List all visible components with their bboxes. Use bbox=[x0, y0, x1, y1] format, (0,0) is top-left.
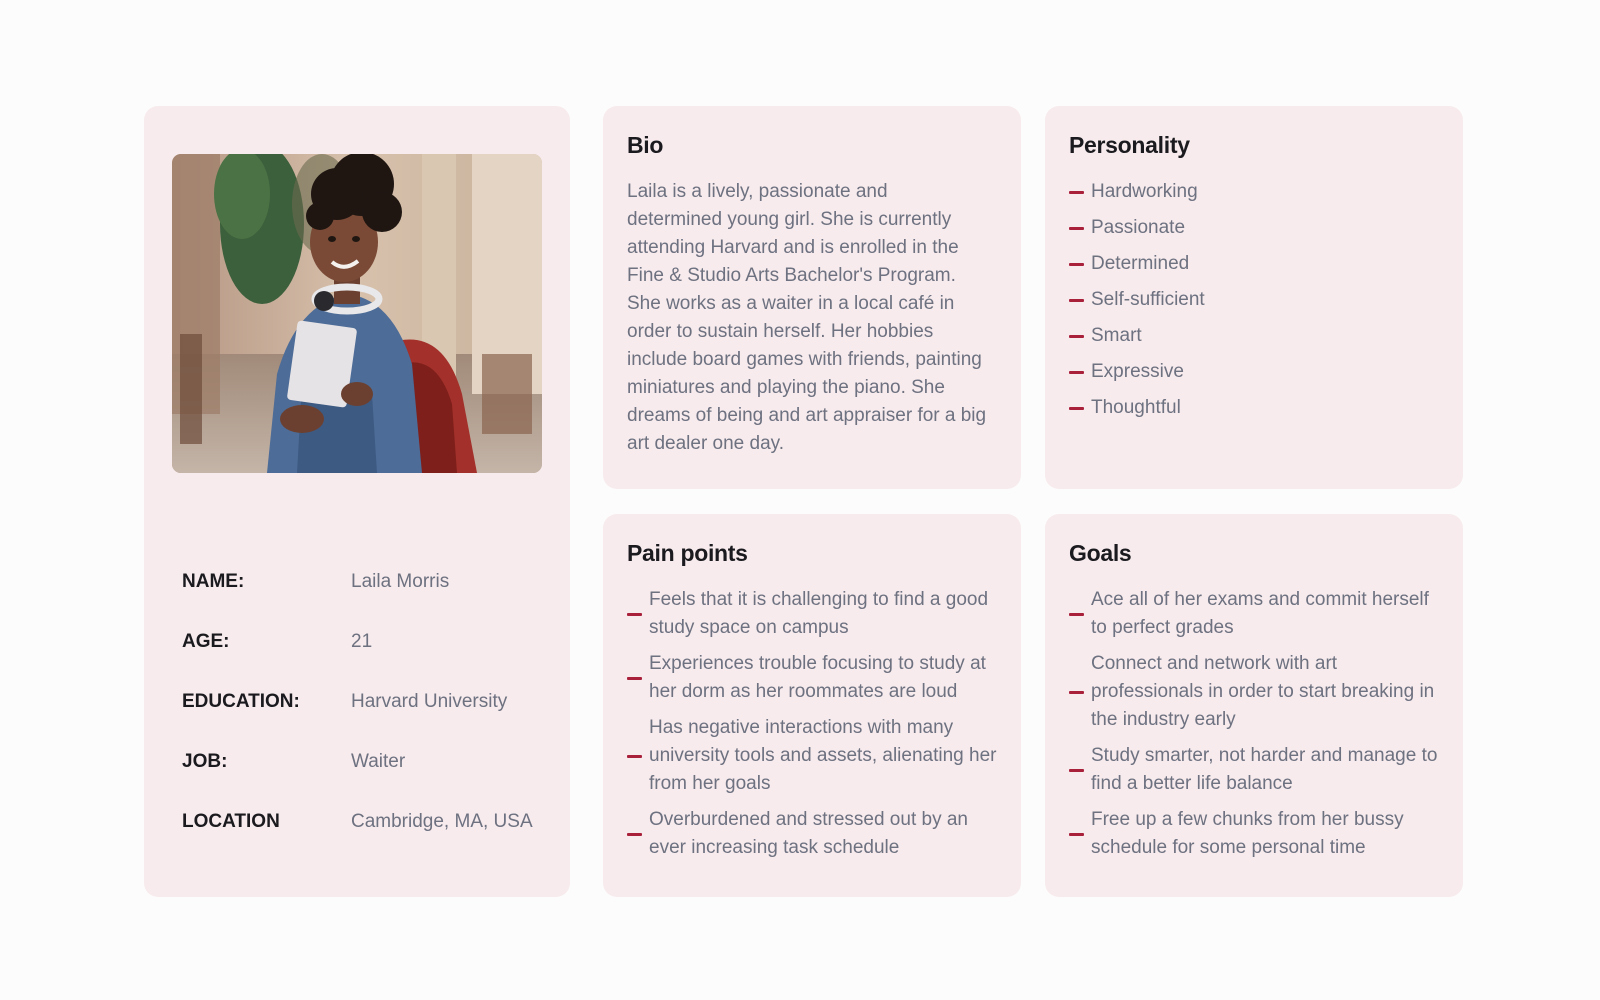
age-value: 21 bbox=[351, 631, 373, 652]
info-row-location bbox=[182, 811, 552, 841]
personality-item bbox=[1069, 286, 1449, 322]
dash-marker bbox=[1069, 299, 1084, 302]
goal-item bbox=[1069, 650, 1449, 734]
name-value: Laila Morris bbox=[351, 571, 450, 592]
pain-point-text: Feels that it is challenging to find a good study space on campus bbox=[649, 589, 989, 638]
dash-marker bbox=[1069, 691, 1084, 694]
bio-card bbox=[603, 106, 1021, 489]
dash-marker bbox=[627, 613, 642, 616]
pain-point-item bbox=[627, 586, 1007, 642]
personality-item bbox=[1069, 214, 1449, 250]
info-row-education bbox=[182, 691, 552, 721]
personality-item-text: Expressive bbox=[1091, 361, 1184, 382]
dash-marker bbox=[1069, 371, 1084, 374]
location-value: Cambridge, MA, USA bbox=[351, 811, 533, 832]
personality-item-text: Smart bbox=[1091, 325, 1142, 346]
personality-item-text: Hardworking bbox=[1091, 181, 1198, 202]
personality-item-text: Thoughtful bbox=[1091, 397, 1181, 418]
personality-item bbox=[1069, 358, 1449, 394]
personality-item-text: Passionate bbox=[1091, 217, 1186, 238]
info-row-name bbox=[182, 571, 552, 601]
pain-points-card bbox=[603, 514, 1021, 897]
personality-item bbox=[1069, 322, 1449, 358]
goal-text: Connect and network with art professionals in order to start breaking in the industry early bbox=[1091, 653, 1435, 730]
job-value: Waiter bbox=[351, 751, 406, 772]
personality-item-text: Determined bbox=[1091, 253, 1190, 274]
personality-item bbox=[1069, 250, 1449, 286]
dash-marker bbox=[1069, 833, 1084, 836]
dash-marker bbox=[1069, 335, 1084, 338]
pain-points-title: Pain points bbox=[627, 540, 748, 566]
pain-point-item bbox=[627, 714, 1007, 798]
dash-marker bbox=[1069, 407, 1084, 410]
education-label: EDUCATION: bbox=[182, 691, 300, 712]
dash-marker bbox=[627, 677, 642, 680]
goals-list bbox=[1069, 586, 1449, 870]
dash-marker bbox=[1069, 191, 1084, 194]
info-row-age bbox=[182, 631, 552, 661]
dash-marker bbox=[1069, 613, 1084, 616]
goal-text: Free up a few chunks from her bussy schedule for some personal time bbox=[1091, 809, 1404, 858]
info-row-job bbox=[182, 751, 552, 781]
pain-point-text: Has negative interactions with many university tools and assets, alienating her from her goals bbox=[649, 717, 997, 794]
goals-title: Goals bbox=[1069, 540, 1132, 566]
location-label: LOCATION bbox=[182, 811, 280, 832]
pain-point-text: Overburdened and stressed out by an ever increasing task schedule bbox=[649, 809, 968, 858]
job-label: JOB: bbox=[182, 751, 228, 772]
bio-title: Bio bbox=[627, 132, 664, 158]
education-value: Harvard University bbox=[351, 691, 508, 712]
personality-card bbox=[1045, 106, 1463, 489]
bio-text: Laila is a lively, passionate and determined young girl. She is currently attending Harvard and is enrolled in the Fine & Studio Arts Bachelor's Program. She works as a waiter in a local café in order to sustain herself. Her hobbies include board games with friends, painting miniatures and playing the piano. She dreams of being and art appraiser for a big art dealer one day. bbox=[627, 181, 987, 454]
personality-item bbox=[1069, 394, 1449, 430]
personality-title: Personality bbox=[1069, 132, 1190, 158]
dash-marker bbox=[1069, 263, 1084, 266]
personality-item-text: Self-sufficient bbox=[1091, 289, 1205, 310]
dash-marker bbox=[1069, 769, 1084, 772]
goal-item bbox=[1069, 806, 1449, 862]
personality-item bbox=[1069, 178, 1449, 214]
personality-list bbox=[1069, 178, 1449, 430]
name-label: NAME: bbox=[182, 571, 245, 592]
profile-card bbox=[144, 106, 570, 897]
goals-card bbox=[1045, 514, 1463, 897]
profile-photo bbox=[172, 154, 542, 473]
pain-point-item bbox=[627, 806, 1007, 862]
age-label: AGE: bbox=[182, 631, 230, 652]
goal-item bbox=[1069, 742, 1449, 798]
dash-marker bbox=[627, 755, 642, 758]
goal-text: Study smarter, not harder and manage to find a better life balance bbox=[1091, 745, 1438, 794]
goal-text: Ace all of her exams and commit herself to perfect grades bbox=[1091, 589, 1429, 638]
pain-point-item bbox=[627, 650, 1007, 706]
dash-marker bbox=[627, 833, 642, 836]
dash-marker bbox=[1069, 227, 1084, 230]
pain-points-list bbox=[627, 586, 1007, 870]
pain-point-text: Experiences trouble focusing to study at her dorm as her roommates are loud bbox=[649, 653, 986, 702]
goal-item bbox=[1069, 586, 1449, 642]
